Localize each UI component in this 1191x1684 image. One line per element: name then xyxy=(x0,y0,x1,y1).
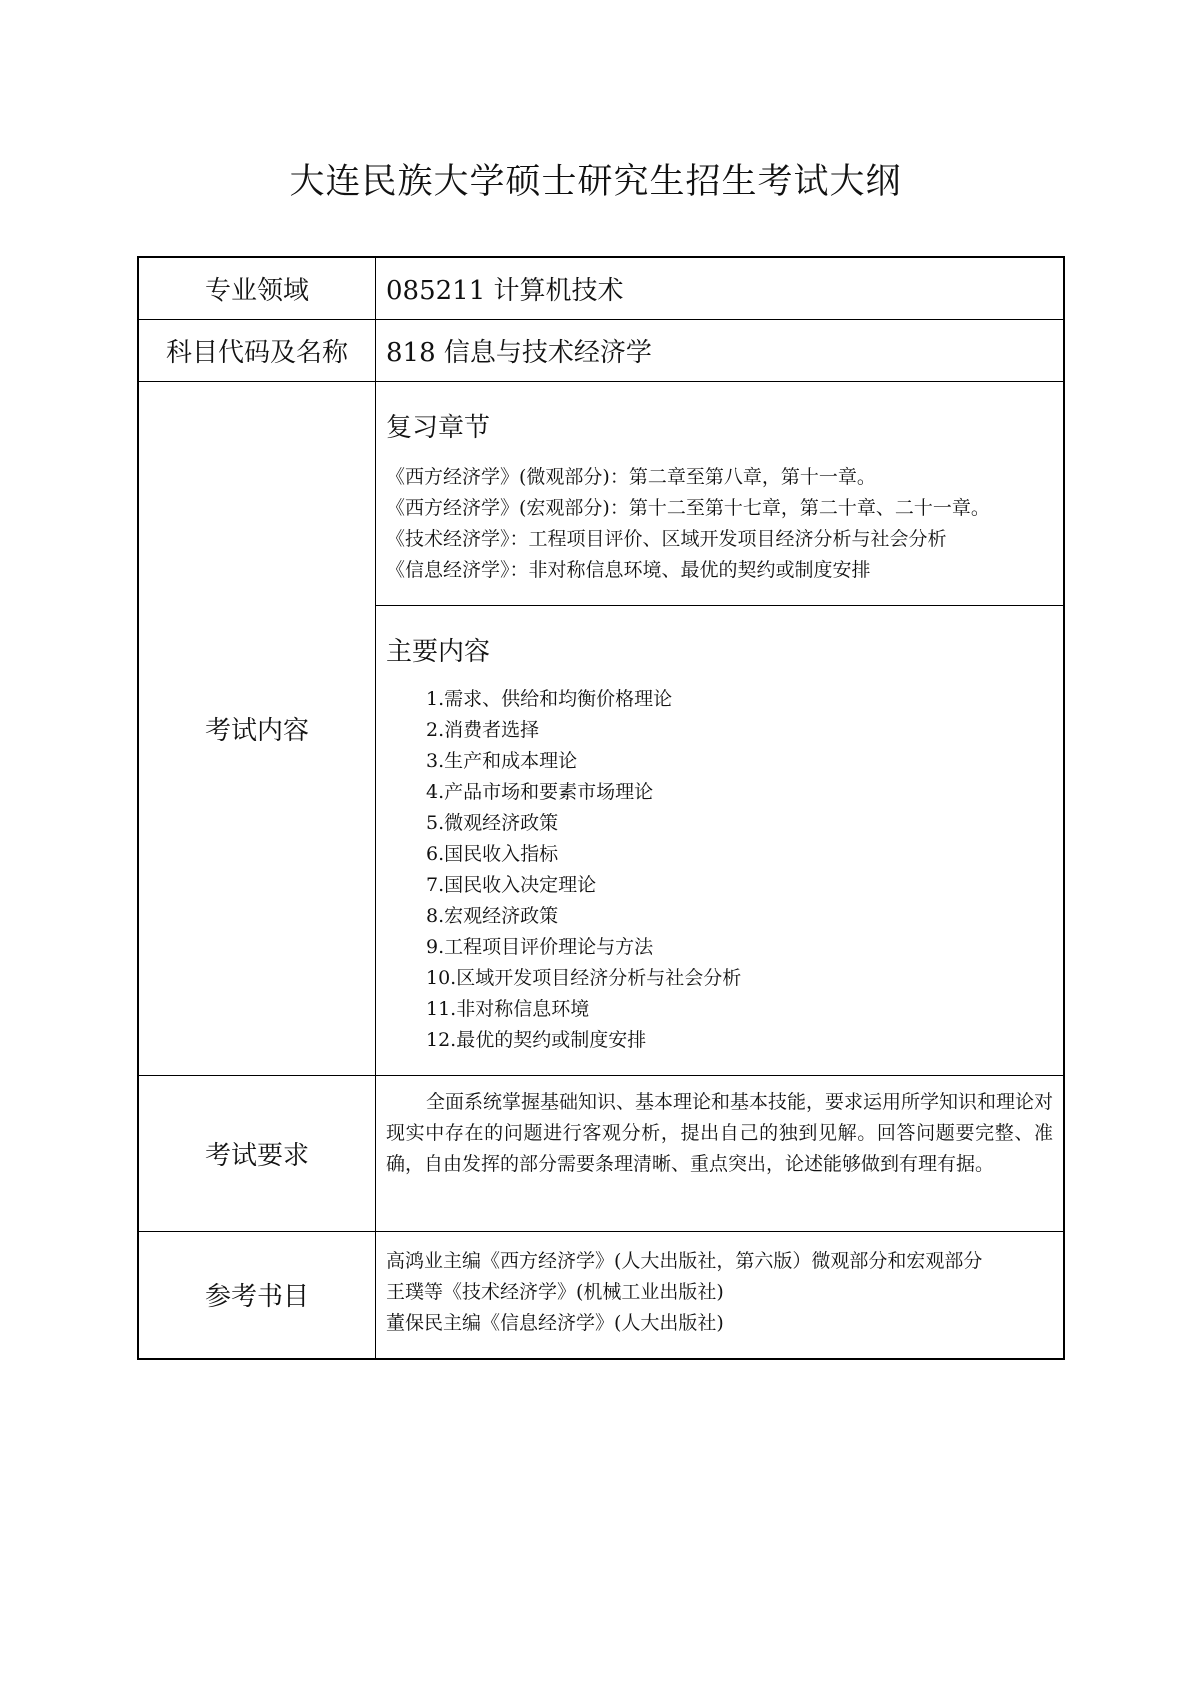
review-line: 《信息经济学》：非对称信息环境、最优的契约或制度安排 xyxy=(386,558,871,581)
list-item: 8.宏观经济政策 xyxy=(426,904,559,927)
requirements-label: 考试要求 xyxy=(138,1075,376,1231)
review-section xyxy=(376,381,1065,605)
major-label: 专业领域 xyxy=(138,257,376,319)
reference-line: 董保民主编《信息经济学》(人大出版社) xyxy=(386,1311,724,1334)
subject-row xyxy=(138,319,1064,381)
list-item: 11.非对称信息环境 xyxy=(426,997,590,1020)
list-item: 4.产品市场和要素市场理论 xyxy=(426,780,654,803)
list-item: 3.生产和成本理论 xyxy=(426,749,578,772)
requirements-section xyxy=(376,1075,1065,1231)
main-content-heading: 主要内容 xyxy=(386,636,491,667)
list-item: 10.区域开发项目经济分析与社会分析 xyxy=(426,966,742,989)
requirements-row xyxy=(138,1075,1064,1231)
review-lines xyxy=(386,462,1063,586)
list-item: 1.需求、供给和均衡价格理论 xyxy=(426,687,673,710)
page-title: 大连民族大学硕士研究生招生考试大纲 xyxy=(289,162,902,202)
list-item: 5.微观经济政策 xyxy=(426,811,559,834)
syllabus-table xyxy=(137,256,1065,1360)
references-label: 参考书目 xyxy=(138,1231,376,1359)
list-item: 6.国民收入指标 xyxy=(426,842,559,865)
review-heading: 复习章节 xyxy=(386,412,491,443)
requirements-text: 全面系统掌握基础知识、基本理论和基本技能，要求运用所学知识和理论对现实中存在的问题进行客观分析，提出自己的独到见解。回答问题要完整、准确，自由发挥的部分需要条理清晰、重点突出，论述能够做到有理有据。 xyxy=(386,1090,1054,1175)
reference-line: 王璞等《技术经济学》(机械工业出版社) xyxy=(386,1280,724,1303)
review-row xyxy=(138,381,1064,605)
reference-line: 高鸿业主编《西方经济学》(人大出版社，第六版）微观部分和宏观部分 xyxy=(386,1249,983,1272)
subject-label: 科目代码及名称 xyxy=(138,319,376,381)
exam-content-label: 考试内容 xyxy=(138,381,376,1075)
references-section xyxy=(376,1231,1065,1359)
list-item: 7.国民收入决定理论 xyxy=(426,873,597,896)
main-content-list xyxy=(426,684,1063,1056)
references-list xyxy=(376,1232,1063,1339)
list-item: 12.最优的契约或制度安排 xyxy=(426,1028,647,1051)
review-line: 《西方经济学》(宏观部分)：第十二至第十七章，第二十章、二十一章。 xyxy=(386,496,990,519)
review-line: 《西方经济学》(微观部分)：第二章至第八章，第十一章。 xyxy=(386,465,876,488)
list-item: 9.工程项目评价理论与方法 xyxy=(426,935,654,958)
review-line: 《技术经济学》：工程项目评价、区域开发项目经济分析与社会分析 xyxy=(386,527,947,550)
main-content-section xyxy=(376,605,1065,1075)
references-row xyxy=(138,1231,1064,1359)
list-item: 2.消费者选择 xyxy=(426,718,540,741)
major-value: 085211 计算机技术 xyxy=(376,257,1065,319)
major-row xyxy=(138,257,1064,319)
subject-value: 818 信息与技术经济学 xyxy=(376,319,1065,381)
